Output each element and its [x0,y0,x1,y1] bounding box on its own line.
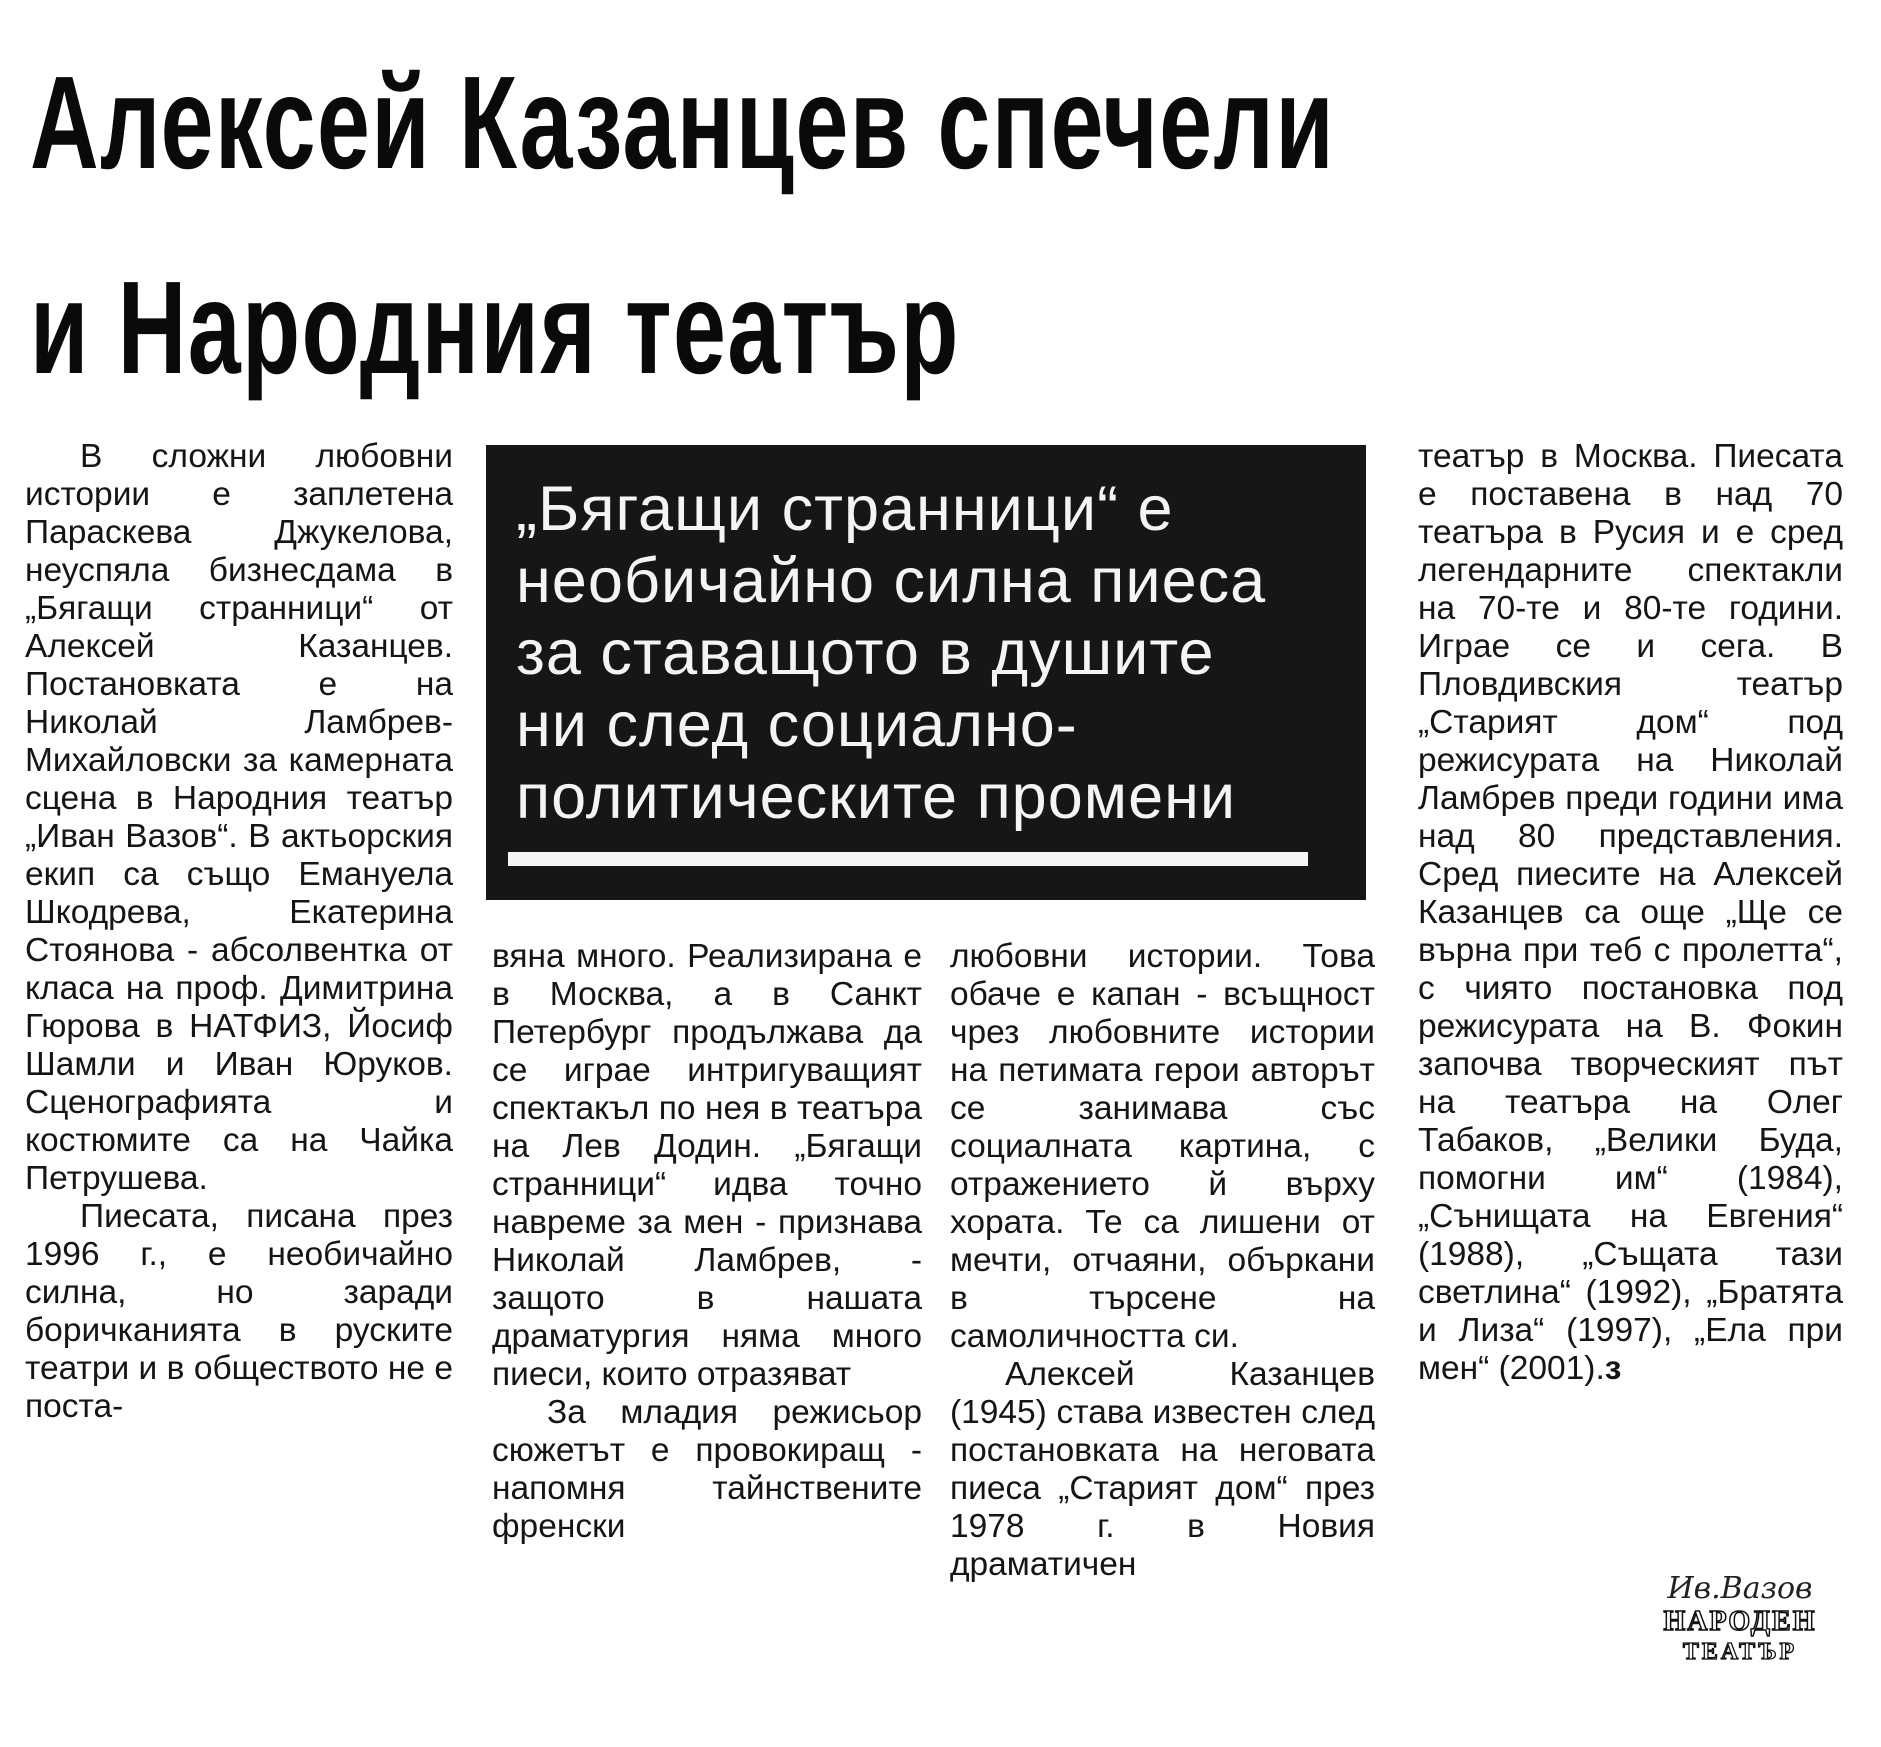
column-1-paragraph-2: Пиесата, писана през 1996 г., е необичайно силна, но заради боричканията в руските театри и в обществото не е поста- [25,1198,453,1425]
logo-script: Ив.Вазов [1667,1571,1813,1606]
logo-word-1: НАРОДЕН [1663,1606,1817,1637]
column-3-paragraph-2: Алексей Казанцев (1945) става известен след постановката на неговата пиеса „Старият дом“ през 1978 г. в Новия драматичен [950,1356,1375,1583]
article-column-3 [950,938,1375,1584]
column-1-paragraph-1: В сложни любовни истории е заплетена Параскева Джукелова, неуспяла бизнесдама в „Бягащи странници“ от Алексей Казанцев. Постановката е на Николай Ламбрев-Михайловски за камерната сцена в Народния театър „Иван Вазов“. В актьорския екип са също Емануела Шкодрева, Екатерина Стоянова - абсолвентка от класа на проф. Димитрина Гюрова в НАТФИЗ, Йосиф Шамли и Иван Юруков. Сценографията и костюмите са на Чайка Петрушева. [25,438,453,1197]
national-theatre-logo [1650,1572,1830,1702]
article-column-1 [25,438,453,1426]
column-2-paragraph-1: вяна много. Реализирана е в Москва, а в Санкт Петербург продължава да се играе интригуващият спектакъл по нея в театъра на Лев Додин. „Бягащи странници“ идва точно навреме за мен - признава Николай Ламбрев, - защото в нашата драматургия няма много пиеси, които отразяват [492,938,922,1393]
column-4-text: театър в Москва. Пиесата е поставена в над 70 театъра в Русия и е сред легендарните спектакли на 70-те и 80-те години. Играе се и сега. В Пловдивския театър „Старият дом“ под режисурата на Николай Ламбрев преди години има над 80 представления. Сред пиесите на Алексей Казанцев са още „Ще се върна при теб с пролетта“, с чиято постановка под режисурата на В. Фокин започва творческият път на театъра на Олег Табаков, „Велики Буда, помогни им“ (1984), „Сънищата на Евгения“ (1988), „Същата тази светлина“ (1992), „Братята и Лиза“ (1997), „Ела при мен“ (2001). [1418,438,1843,1387]
pull-quote-text: „Бягащи странници“ е необичайно силна пиеса за ставащото в душите ни след социално- политическите промени [516,474,1267,832]
pull-quote-box [486,445,1366,900]
headline [30,20,1870,430]
column-4-paragraph-1 [1418,438,1843,1388]
headline-line-2: и Народния театър [30,254,960,401]
author-signature: з [1604,1350,1622,1387]
logo-word-2: ТЕАТЪР [1682,1639,1798,1665]
pull-quote-rule [508,852,1308,866]
column-2-paragraph-2: За младия режисьор сюжетът е провокиращ - напомня тайнствените френски [492,1394,922,1545]
article-column-2 [492,938,922,1546]
column-3-paragraph-1: любовни истории. Това обаче е капан - всъщност чрез любовните истории на петимата герои авторът се занимава със социалната картина, с отражението й върху хората. Те са лишени от мечти, отчаяни, объркани в търсене на самоличността си. [950,938,1375,1355]
headline-line-1: Алексей Казанцев спечели [30,49,1336,196]
article-column-4 [1418,438,1843,1388]
